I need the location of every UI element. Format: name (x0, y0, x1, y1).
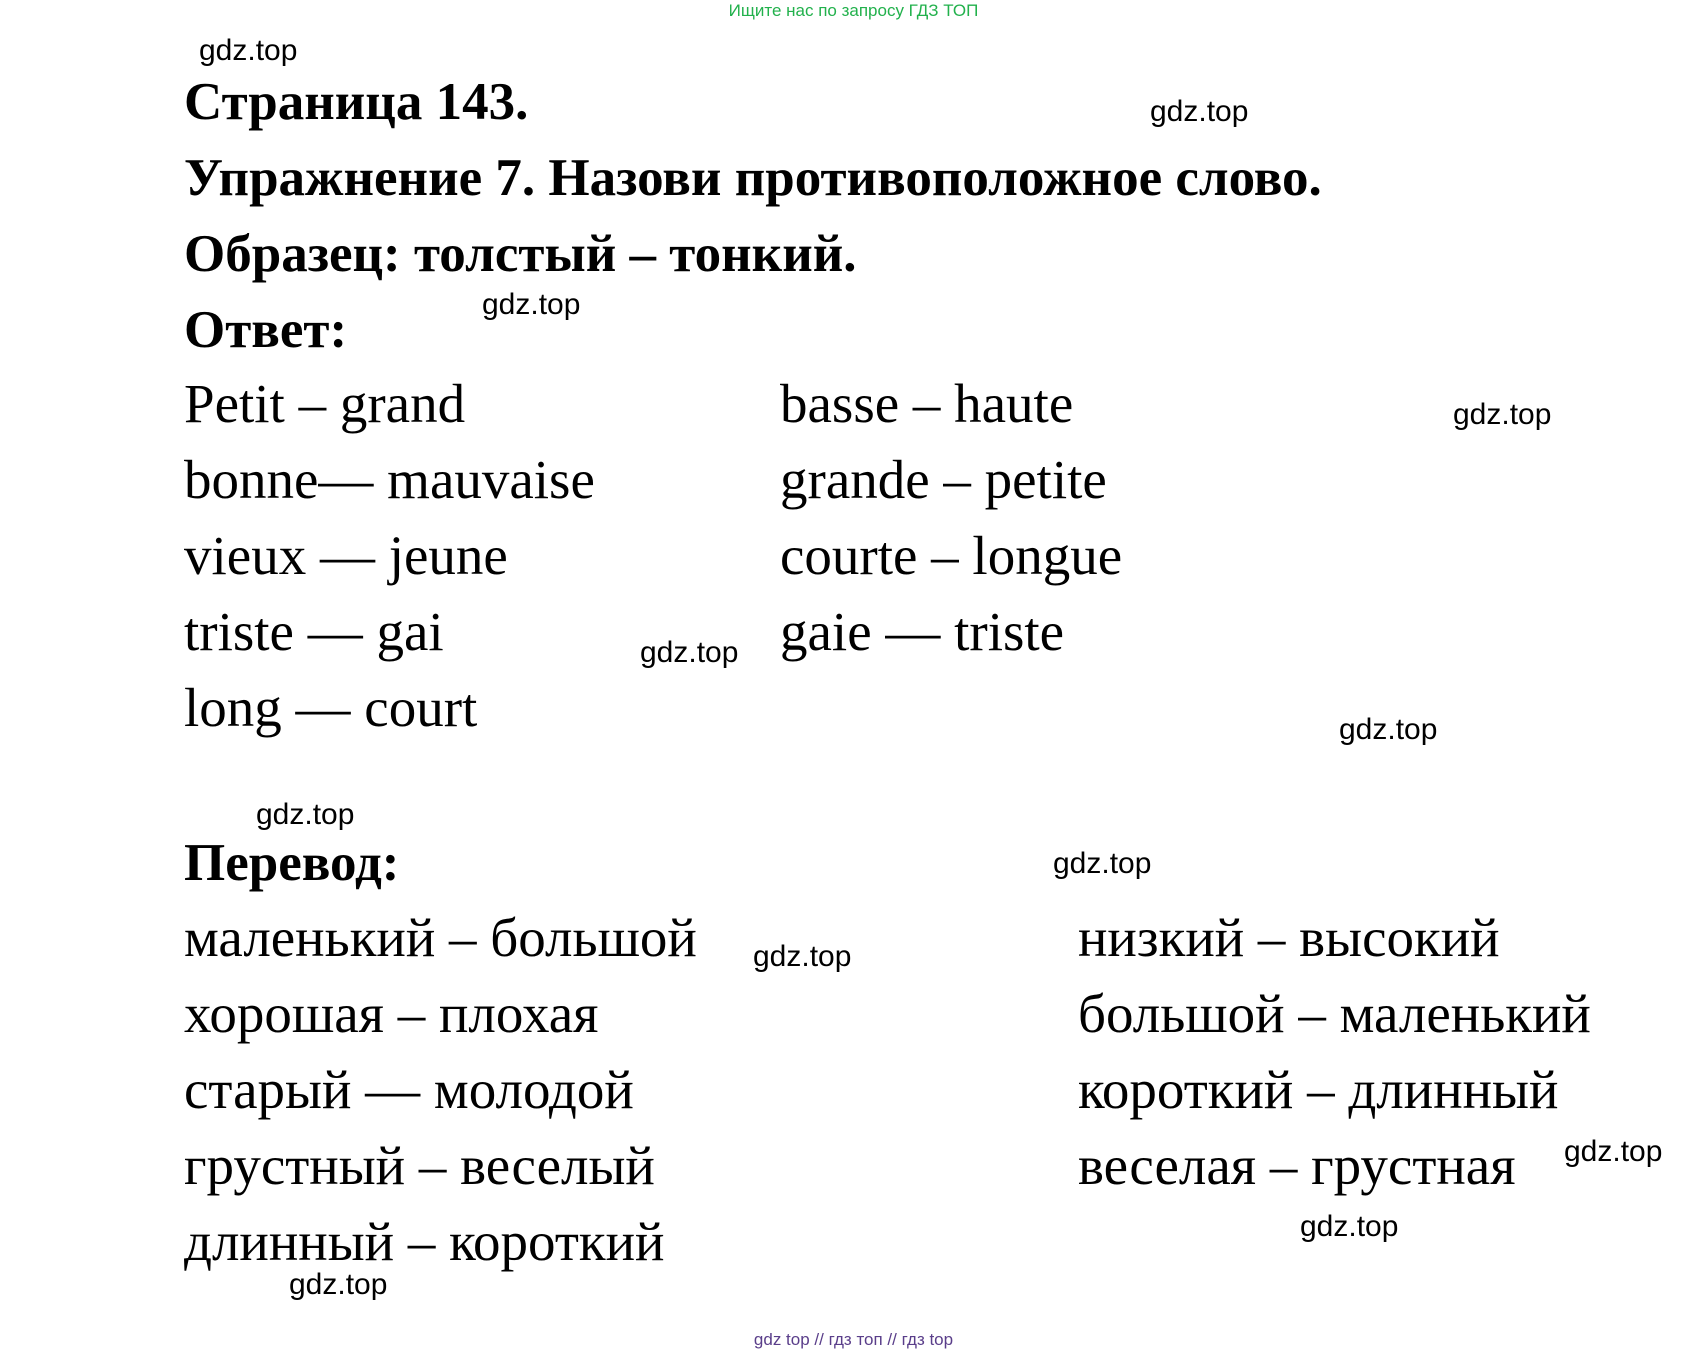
translation-right-item: веселая – грустная (1078, 1135, 1516, 1196)
answer-right-item: courte – longue (780, 525, 1123, 586)
watermark: gdz.top (1300, 1210, 1399, 1243)
translation-heading: Перевод: (184, 834, 400, 892)
watermark: gdz.top (256, 798, 355, 831)
watermark: gdz.top (1453, 398, 1552, 431)
watermark: gdz.top (1053, 847, 1152, 880)
top-banner[interactable]: Ищите нас по запросу ГДЗ ТОП (728, 1, 979, 20)
watermark: gdz.top (289, 1268, 388, 1301)
translation-right-item: большой – маленький (1078, 983, 1591, 1044)
watermark: gdz.top (482, 288, 581, 321)
answer-left-item: vieux — jeune (184, 525, 508, 586)
translation-right-item: низкий – высокий (1078, 907, 1500, 968)
watermark: gdz.top (1339, 713, 1438, 746)
watermark: gdz.top (1150, 95, 1249, 128)
watermark: gdz.top (640, 636, 739, 669)
answer-left-item: bonne— mauvaise (184, 449, 595, 510)
watermark: gdz.top (1564, 1135, 1663, 1168)
bottom-banner[interactable]: gdz top // гдз топ // гдз top (753, 1330, 954, 1349)
answer-heading: Ответ: (184, 301, 348, 359)
sample-line: Образец: толстый – тонкий. (184, 225, 857, 283)
translation-left-item: старый — молодой (184, 1059, 634, 1120)
translation-left-item: длинный – короткий (184, 1211, 665, 1272)
watermark: gdz.top (753, 940, 852, 973)
translation-left-item: грустный – веселый (184, 1135, 655, 1196)
exercise-title: Упражнение 7. Назови противоположное слово. (184, 149, 1322, 207)
answer-right-item: grande – petite (780, 449, 1107, 510)
answer-left-item: triste — gai (184, 601, 444, 662)
watermark: gdz.top (199, 34, 298, 67)
answer-left-item: Petit – grand (184, 373, 466, 434)
page-title: Страница 143. (184, 73, 529, 131)
translation-left-item: хорошая – плохая (184, 983, 599, 1044)
translation-right-item: короткий – длинный (1078, 1059, 1559, 1120)
answer-right-item: gaie — triste (780, 601, 1065, 662)
answer-right-item: basse – haute (780, 373, 1074, 434)
answer-left-item: long — court (184, 677, 478, 738)
translation-left-item: маленький – большой (184, 907, 697, 968)
